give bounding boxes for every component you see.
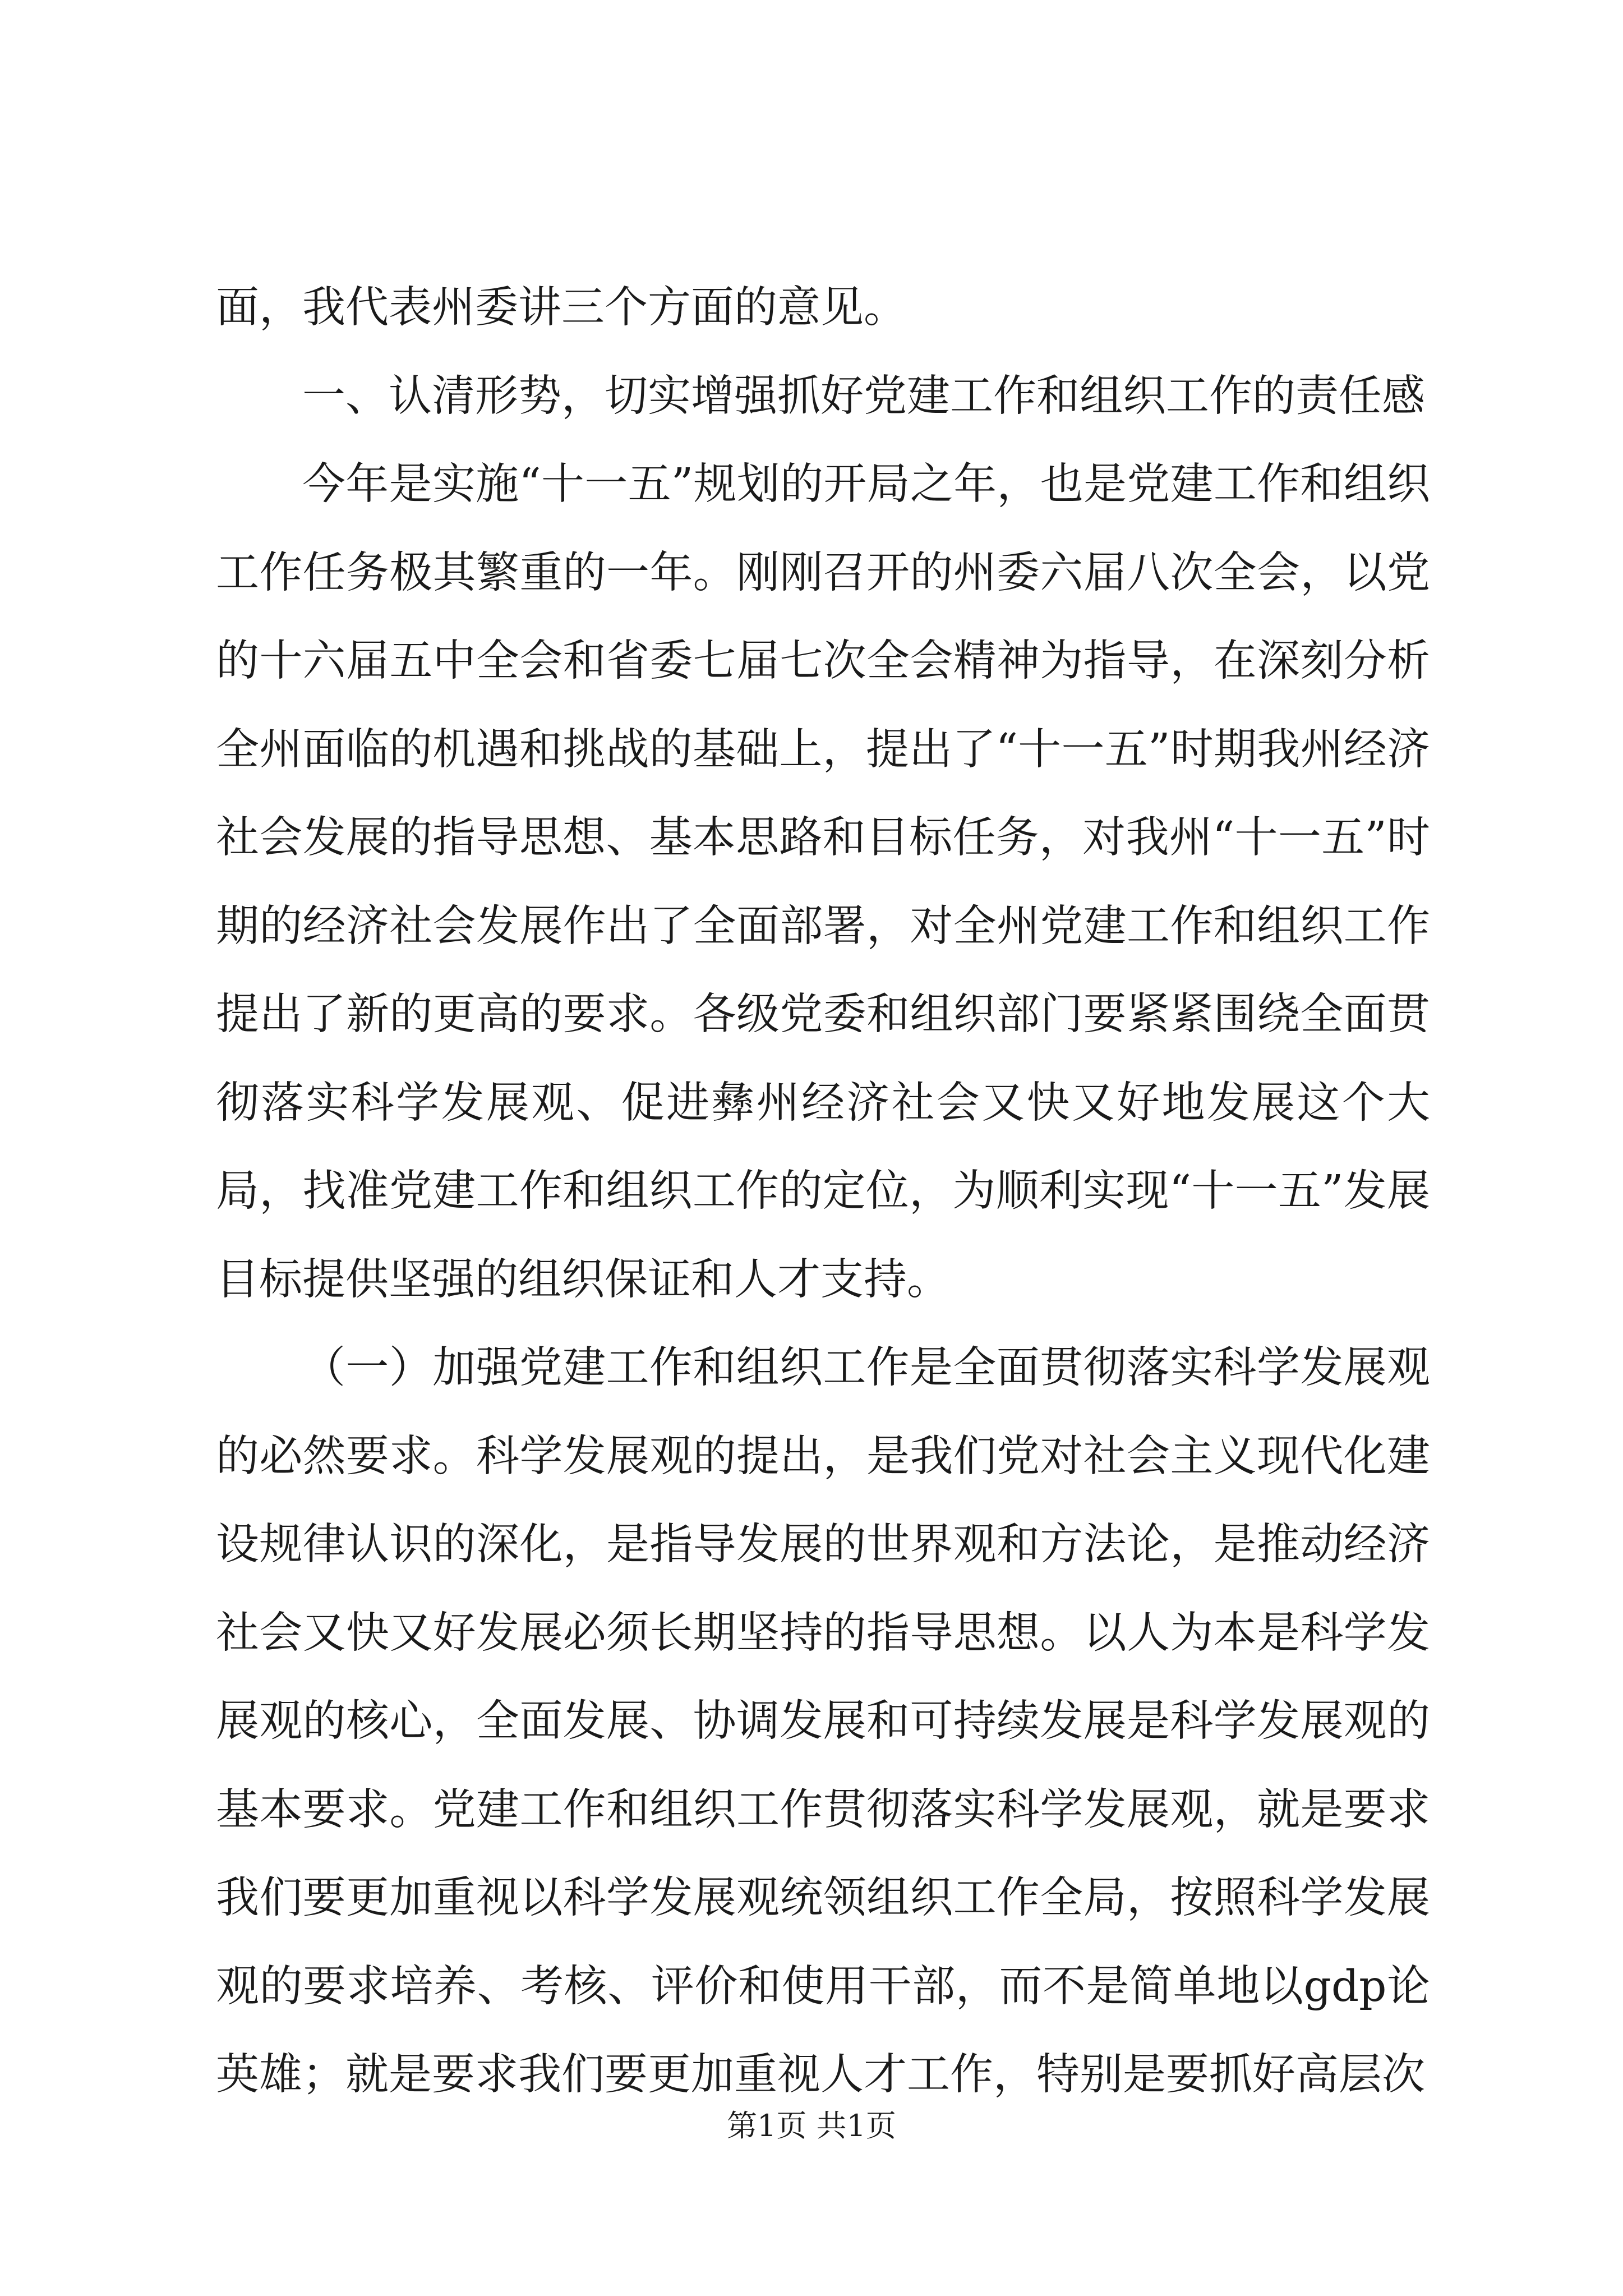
paragraph: 今年是实施“十一五”规划的开局之年，也是党建工作和组织工作任务极其繁重的一年。刚刚召开的州委六届八次全会，以党的十六届五中全会和省委七届七次全会精神为指导，在深刻分析全州面临的机遇和挑战的基础上，提出了“十一五”时期我州经济社会发展的指导思想、基本思路和目标任务，对我州“十一五”时期的经济社会发展作出了全面部署，对全州党建工作和组织工作提出了新的更高的要求。各级党委和组织部门要紧紧围绕全面贯彻落实科学发展观、促进彝州经济社会又快又好地发展这个大局，找准党建工作和组织工作的定位，为顺利实现“十一五”发展目标提供坚强的组织保证和人才支持。	[216, 459, 1430, 1305]
page-footer: 第1页 共1页	[727, 2108, 896, 2143]
section-heading: 一、认清形势，切实增强抓好党建工作和组织工作的责任感	[302, 371, 1425, 421]
paragraph: （一）加强党建工作和组织工作是全面贯彻落实科学发展观的必然要求。科学发展观的提出，是我们党对社会主义现代化建设规律认识的深化，是指导发展的世界观和方法论，是推动经济社会又快又好发展必须长期坚持的指导思想。以人为本是科学发展观的核心，全面发展、协调发展和可持续发展是科学发展观的基本要求。党建工作和组织工作贯彻落实科学发展观，就是要求我们要更加重视以科学发展观统领组织工作全局，按照科学发展观的要求培养、考核、评价和使用干部，而不是简单地以gdp论英雄；就是要求我们要更加重视人才工作，特别是要抓好高层次	[216, 1343, 1430, 2100]
document-body	[216, 264, 1430, 2119]
paragraph-continuation: 面，我代表州委讲三个方面的意见。	[216, 283, 907, 333]
